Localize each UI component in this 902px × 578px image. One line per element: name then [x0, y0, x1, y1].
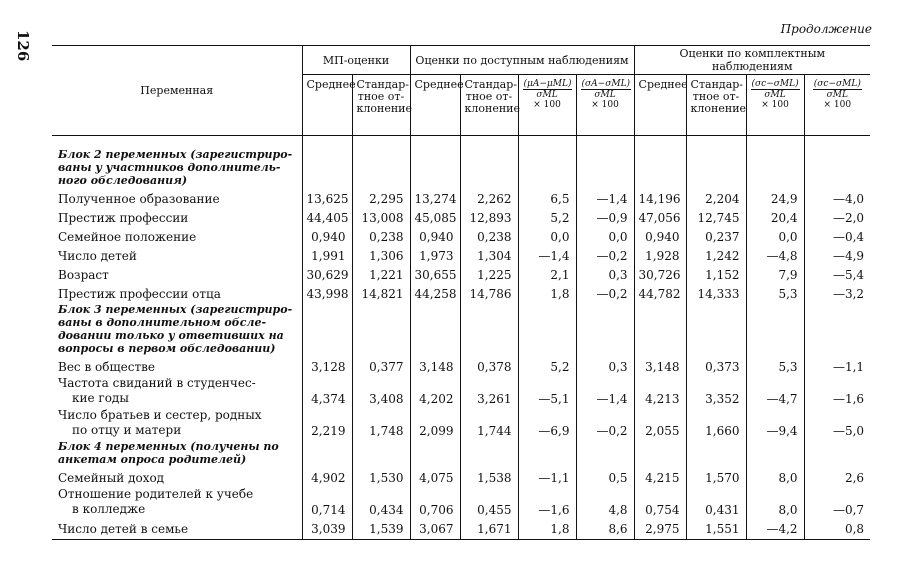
value-cell: 4,902: [302, 466, 352, 485]
empty-cell: [746, 146, 804, 187]
value-cell: —0,9: [576, 206, 634, 225]
continuation-label: Продолжение: [780, 22, 872, 36]
value-cell: —3,2: [804, 282, 870, 301]
empty-cell: [634, 438, 686, 466]
spacer-cell: [302, 136, 352, 147]
group-header-complete: Оценки по комплектным наблюдениям: [634, 46, 870, 75]
empty-cell: [352, 301, 410, 355]
empty-cell: [302, 301, 352, 355]
value-cell: 2,219: [302, 406, 352, 438]
formula-multiplier: × 100: [533, 100, 561, 110]
empty-cell: [302, 146, 352, 187]
empty-cell: [804, 146, 870, 187]
value-cell: 3,148: [634, 355, 686, 374]
value-cell: —6,9: [518, 406, 576, 438]
formula-numerator: (μA−μML): [523, 79, 572, 89]
empty-cell: [352, 146, 410, 187]
value-cell: 1,152: [686, 263, 746, 282]
value-cell: —1,4: [518, 244, 576, 263]
value-cell: —4,8: [746, 244, 804, 263]
spacer-cell: [410, 136, 460, 147]
value-cell: 45,085: [410, 206, 460, 225]
value-cell: 24,9: [746, 187, 804, 206]
variable-label: Семейный доход: [58, 471, 165, 485]
value-cell: —0,2: [576, 282, 634, 301]
table-row: [52, 263, 870, 282]
value-cell: 12,893: [460, 206, 518, 225]
table-row: [52, 225, 870, 244]
value-cell: 4,215: [634, 466, 686, 485]
formula-numerator: (σc−σML): [751, 79, 799, 89]
value-cell: 5,2: [518, 355, 576, 374]
value-cell: 2,055: [634, 406, 686, 438]
value-cell: 3,352: [686, 374, 746, 406]
fraction-formula: [751, 79, 800, 110]
empty-cell: [804, 438, 870, 466]
empty-cell: [634, 301, 686, 355]
value-cell: 1,242: [686, 244, 746, 263]
variable-label-line1: Частота свиданий в студенчес-: [58, 376, 256, 390]
variable-label: Вес в обществе: [58, 360, 155, 374]
formula-multiplier: × 100: [761, 100, 789, 110]
page-number: 126: [14, 30, 32, 62]
column-header: Среднее: [634, 75, 686, 136]
spacer-cell: [52, 136, 302, 147]
value-cell: 1,530: [352, 466, 410, 485]
table-row: [52, 244, 870, 263]
variable-label-line2: в колледже: [72, 502, 146, 516]
table-row: [52, 206, 870, 225]
empty-cell: [410, 301, 460, 355]
value-cell: 7,9: [746, 263, 804, 282]
value-cell: 4,374: [302, 374, 352, 406]
empty-cell: [410, 438, 460, 466]
fraction-formula: [809, 79, 867, 110]
block-title: Блок 4 переменных (получены по анкетам опроса родителей): [58, 440, 279, 466]
fraction-formula: [523, 79, 572, 110]
value-cell: 14,196: [634, 187, 686, 206]
value-cell: —4,9: [804, 244, 870, 263]
spacer-cell: [804, 136, 870, 147]
value-cell: 4,202: [410, 374, 460, 406]
value-cell: —4,2: [746, 517, 804, 540]
formula-numerator: (σA−σML): [581, 79, 631, 89]
value-cell: 1,8: [518, 282, 576, 301]
value-cell: 1,928: [634, 244, 686, 263]
value-cell: —5,0: [804, 406, 870, 438]
value-cell: 3,408: [352, 374, 410, 406]
value-cell: 13,625: [302, 187, 352, 206]
value-cell: 0,431: [686, 485, 746, 517]
value-cell: 5,3: [746, 282, 804, 301]
value-cell: 0,378: [460, 355, 518, 374]
value-cell: 1,221: [352, 263, 410, 282]
block-header-row: [52, 438, 870, 466]
table-row: [52, 485, 870, 517]
table-row: [52, 282, 870, 301]
value-cell: 3,261: [460, 374, 518, 406]
value-cell: 2,262: [460, 187, 518, 206]
value-cell: 1,304: [460, 244, 518, 263]
empty-cell: [576, 438, 634, 466]
empty-cell: [352, 438, 410, 466]
value-cell: —9,4: [746, 406, 804, 438]
value-cell: 0,940: [634, 225, 686, 244]
block-header-row: [52, 146, 870, 187]
group-header-ml: МП-оценки: [302, 46, 410, 75]
empty-cell: [460, 301, 518, 355]
value-cell: 44,405: [302, 206, 352, 225]
value-cell: 0,0: [576, 225, 634, 244]
value-cell: 3,128: [302, 355, 352, 374]
value-cell: 0,754: [634, 485, 686, 517]
variable-label: Семейное положение: [58, 230, 197, 244]
fraction-formula: [581, 79, 630, 110]
empty-cell: [518, 438, 576, 466]
variable-header: Переменная: [52, 46, 302, 136]
variable-label-line1: Отношение родителей к учебе: [58, 487, 254, 501]
value-cell: 13,274: [410, 187, 460, 206]
column-header: Среднее: [410, 75, 460, 136]
column-header: [576, 75, 634, 136]
value-cell: 0,3: [576, 263, 634, 282]
variable-label-line1: Число братьев и сестер, родных: [58, 408, 262, 422]
value-cell: 8,0: [746, 485, 804, 517]
value-cell: 4,8: [576, 485, 634, 517]
value-cell: 0,237: [686, 225, 746, 244]
value-cell: 3,067: [410, 517, 460, 540]
value-cell: 1,660: [686, 406, 746, 438]
value-cell: 47,056: [634, 206, 686, 225]
value-cell: 3,148: [410, 355, 460, 374]
value-cell: 5,3: [746, 355, 804, 374]
column-header: [804, 75, 870, 136]
value-cell: —1,6: [518, 485, 576, 517]
value-cell: —0,2: [576, 244, 634, 263]
table-row: [52, 406, 870, 438]
variable-label: Престиж профессии: [58, 211, 189, 225]
value-cell: —5,1: [518, 374, 576, 406]
column-header: Стандар-тное от-клонение: [352, 75, 410, 136]
spacer-cell: [746, 136, 804, 147]
table-row: [52, 355, 870, 374]
value-cell: 20,4: [746, 206, 804, 225]
formula-numerator: (σc−σML): [813, 79, 861, 89]
value-cell: 0,238: [460, 225, 518, 244]
value-cell: 13,008: [352, 206, 410, 225]
table-row: [52, 187, 870, 206]
variable-label: Полученное образование: [58, 192, 220, 206]
value-cell: —1,6: [804, 374, 870, 406]
variable-label-line2: кие годы: [72, 391, 129, 405]
column-header: [746, 75, 804, 136]
value-cell: 1,991: [302, 244, 352, 263]
empty-cell: [686, 301, 746, 355]
empty-cell: [746, 438, 804, 466]
empty-cell: [746, 301, 804, 355]
column-header: [518, 75, 576, 136]
value-cell: 2,204: [686, 187, 746, 206]
empty-cell: [576, 301, 634, 355]
value-cell: 6,5: [518, 187, 576, 206]
value-cell: 1,551: [686, 517, 746, 540]
value-cell: 3,039: [302, 517, 352, 540]
value-cell: 0,8: [804, 517, 870, 540]
empty-cell: [686, 438, 746, 466]
value-cell: 0,940: [410, 225, 460, 244]
value-cell: —4,7: [746, 374, 804, 406]
value-cell: 0,0: [746, 225, 804, 244]
value-cell: 2,295: [352, 187, 410, 206]
value-cell: 1,973: [410, 244, 460, 263]
value-cell: 1,8: [518, 517, 576, 540]
formula-denominator: σML: [764, 90, 786, 100]
value-cell: 2,6: [804, 466, 870, 485]
empty-cell: [460, 438, 518, 466]
value-cell: 0,706: [410, 485, 460, 517]
value-cell: —1,1: [804, 355, 870, 374]
column-header: Стандар-тное от-клонение: [686, 75, 746, 136]
formula-denominator: σML: [826, 90, 848, 100]
table-row: [52, 466, 870, 485]
value-cell: 44,258: [410, 282, 460, 301]
value-cell: 4,075: [410, 466, 460, 485]
value-cell: 43,998: [302, 282, 352, 301]
value-cell: 0,373: [686, 355, 746, 374]
value-cell: —1,1: [518, 466, 576, 485]
block-header-row: [52, 301, 870, 355]
spacer-cell: [686, 136, 746, 147]
variable-label: [52, 485, 302, 517]
spacer-cell: [634, 136, 686, 147]
value-cell: 1,671: [460, 517, 518, 540]
value-cell: 30,655: [410, 263, 460, 282]
value-cell: 8,0: [746, 466, 804, 485]
column-header: Стандар-тное от-клонение: [460, 75, 518, 136]
value-cell: 0,0: [518, 225, 576, 244]
empty-cell: [410, 146, 460, 187]
value-cell: 1,538: [460, 466, 518, 485]
value-cell: —0,7: [804, 485, 870, 517]
formula-denominator: σML: [594, 90, 616, 100]
value-cell: 1,225: [460, 263, 518, 282]
value-cell: 1,539: [352, 517, 410, 540]
variable-label-line2: по отцу и матери: [72, 423, 182, 437]
value-cell: 14,786: [460, 282, 518, 301]
spacer-cell: [518, 136, 576, 147]
variable-label: Число детей: [58, 249, 137, 263]
value-cell: 1,306: [352, 244, 410, 263]
value-cell: —4,0: [804, 187, 870, 206]
value-cell: 1,744: [460, 406, 518, 438]
value-cell: —2,0: [804, 206, 870, 225]
value-cell: 44,782: [634, 282, 686, 301]
value-cell: 0,434: [352, 485, 410, 517]
value-cell: 0,238: [352, 225, 410, 244]
value-cell: —0,2: [576, 406, 634, 438]
value-cell: 14,821: [352, 282, 410, 301]
value-cell: 4,213: [634, 374, 686, 406]
empty-cell: [686, 146, 746, 187]
variable-label: Число детей в семье: [52, 517, 302, 540]
value-cell: 5,2: [518, 206, 576, 225]
value-cell: 0,3: [576, 355, 634, 374]
table-row: [52, 517, 870, 540]
value-cell: —1,4: [576, 187, 634, 206]
estimates-table: [52, 45, 870, 540]
empty-cell: [576, 146, 634, 187]
variable-label: [52, 374, 302, 406]
value-cell: 0,714: [302, 485, 352, 517]
empty-cell: [634, 146, 686, 187]
spacer-cell: [460, 136, 518, 147]
value-cell: 0,377: [352, 355, 410, 374]
formula-multiplier: × 100: [591, 100, 619, 110]
variable-label: [52, 406, 302, 438]
value-cell: 2,099: [410, 406, 460, 438]
value-cell: 0,5: [576, 466, 634, 485]
spacer-cell: [352, 136, 410, 147]
variable-label: Престиж профессии отца: [58, 287, 221, 301]
formula-multiplier: × 100: [823, 100, 852, 110]
table-row: [52, 374, 870, 406]
empty-cell: [804, 301, 870, 355]
value-cell: —1,4: [576, 374, 634, 406]
value-cell: 2,1: [518, 263, 576, 282]
value-cell: 30,726: [634, 263, 686, 282]
value-cell: 0,940: [302, 225, 352, 244]
empty-cell: [460, 146, 518, 187]
value-cell: 8,6: [576, 517, 634, 540]
value-cell: 14,333: [686, 282, 746, 301]
block-title: Блок 2 переменных (зарегистриро-ваны у участников дополнитель-ного обследования): [58, 148, 293, 187]
value-cell: —5,4: [804, 263, 870, 282]
value-cell: 1,748: [352, 406, 410, 438]
block-title: Блок 3 переменных (зарегистриро-ваны в дополнительном обсле-довании только у ответивших на вопросы в первом обследовании): [58, 303, 293, 355]
value-cell: 30,629: [302, 263, 352, 282]
value-cell: 1,570: [686, 466, 746, 485]
value-cell: 2,975: [634, 517, 686, 540]
spacer-cell: [576, 136, 634, 147]
empty-cell: [518, 146, 576, 187]
formula-denominator: σML: [536, 90, 558, 100]
value-cell: 0,455: [460, 485, 518, 517]
column-header: Среднее: [302, 75, 352, 136]
group-header-available: Оценки по доступным наблюдениям: [410, 46, 634, 75]
value-cell: 12,745: [686, 206, 746, 225]
empty-cell: [302, 438, 352, 466]
empty-cell: [518, 301, 576, 355]
value-cell: —0,4: [804, 225, 870, 244]
variable-label: Возраст: [58, 268, 109, 282]
